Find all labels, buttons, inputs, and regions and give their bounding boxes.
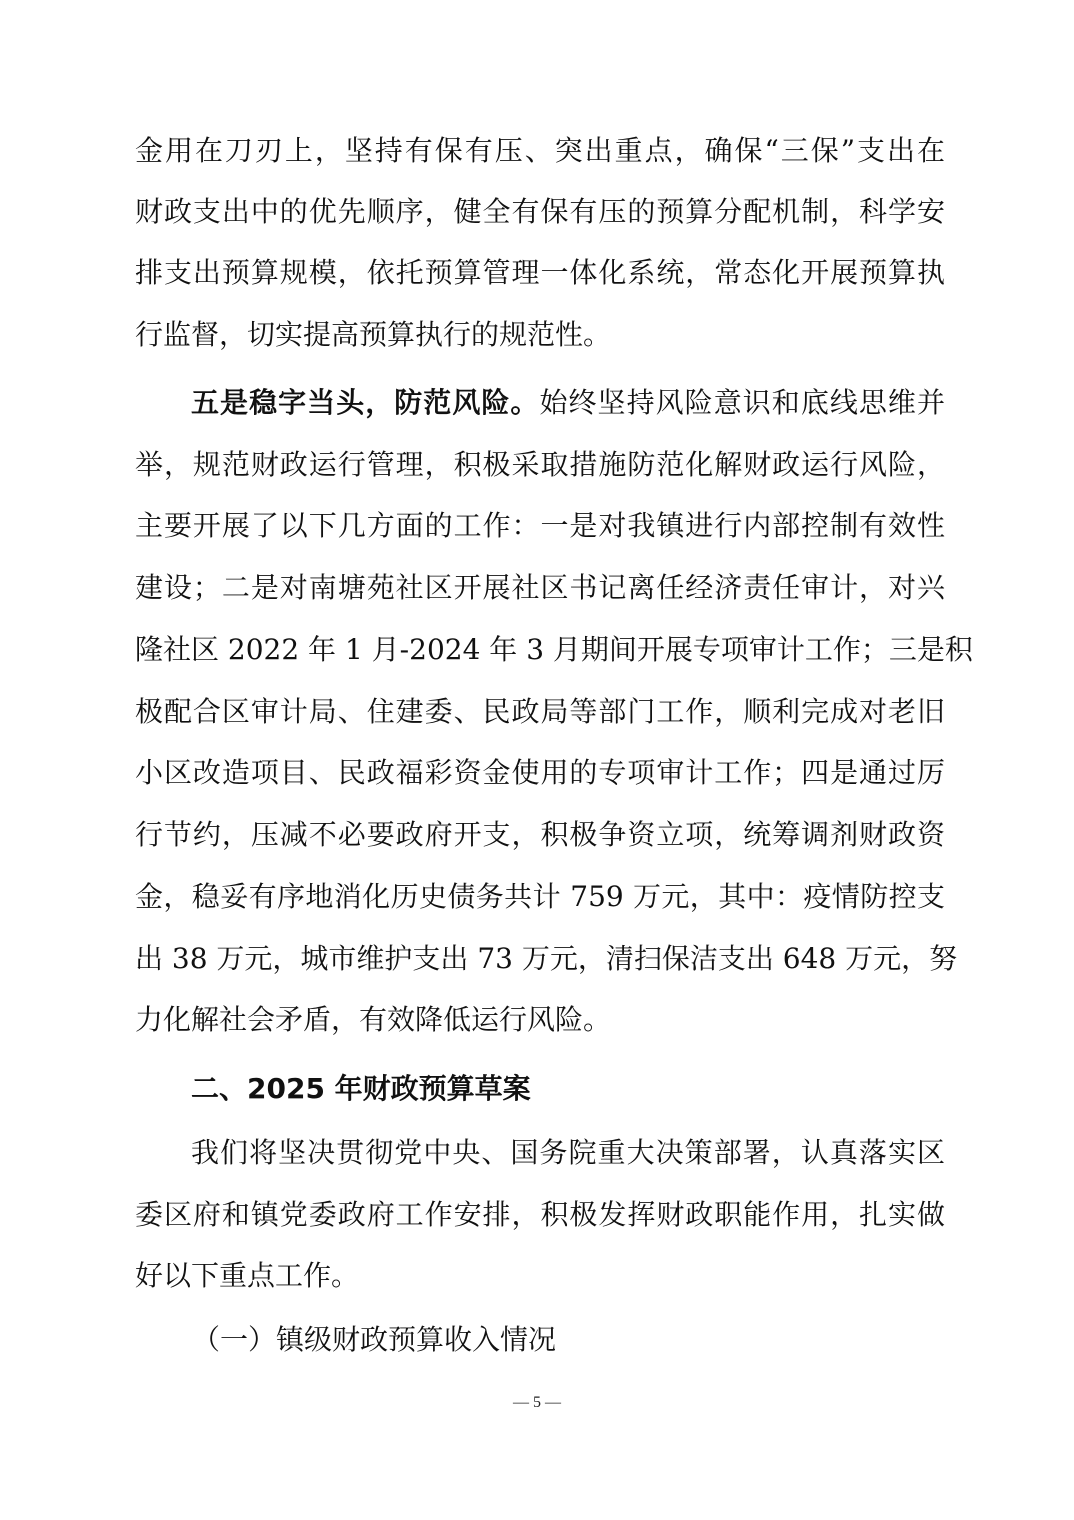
paragraph-line: 行监督，切实提高预算执行的规范性。: [135, 318, 612, 351]
paragraph-line: 委区府和镇党委政府工作安排，积极发挥财政职能作用，扎实做: [135, 1198, 945, 1231]
page-number: — 5 —: [513, 1394, 561, 1411]
paragraph-line: 金，稳妥有序地消化历史债务共计 759 万元，其中：疫情防控支: [135, 880, 945, 913]
paragraph-first-line: 我们将坚决贯彻党中央、国务院重大决策部署，认真落实区: [191, 1136, 945, 1169]
subsection-heading: （一）镇级财政预算收入情况: [192, 1323, 557, 1356]
paragraph-line: 力化解社会矛盾，有效降低运行风险。: [135, 1003, 612, 1036]
paragraph-line: 行节约，压减不必要政府开支，积极争资立项，统筹调剂财政资: [135, 818, 945, 851]
paragraph-line: 财政支出中的优先顺序，健全有保有压的预算分配机制，科学安: [135, 195, 945, 228]
paragraph-first-line: [191, 383, 945, 423]
paragraph-line: 出 38 万元，城市维护支出 73 万元，清扫保洁支出 648 万元，努: [135, 942, 958, 975]
paragraph-line: 隆社区 2022 年 1 月-2024 年 3 月期间开展专项审计工作；三是积: [135, 633, 973, 666]
section-heading: 二、2025 年财政预算草案: [191, 1072, 531, 1105]
paragraph-line: 小区改造项目、民政福彩资金使用的专项审计工作；四是通过厉: [135, 756, 945, 789]
paragraph-line: 极配合区审计局、住建委、民政局等部门工作，顺利完成对老旧: [135, 695, 945, 728]
paragraph-line: 举，规范财政运行管理，积极采取措施防范化解财政运行风险，: [135, 448, 945, 481]
paragraph-text: 始终坚持风险意识和底线思维并: [539, 386, 945, 419]
paragraph-line: 排支出预算规模，依托预算管理一体化系统，常态化开展预算执: [135, 256, 945, 289]
paragraph-line: 主要开展了以下几方面的工作：一是对我镇进行内部控制有效性: [135, 509, 945, 542]
bold-lead: 五是稳字当头，防范风险。: [191, 386, 540, 419]
paragraph-line: 建设；二是对南塘苑社区开展社区书记离任经济责任审计，对兴: [135, 571, 945, 604]
paragraph-line: 金用在刀刃上，坚持有保有压、突出重点，确保“三保”支出在: [135, 134, 945, 167]
paragraph-line: 好以下重点工作。: [135, 1259, 360, 1292]
